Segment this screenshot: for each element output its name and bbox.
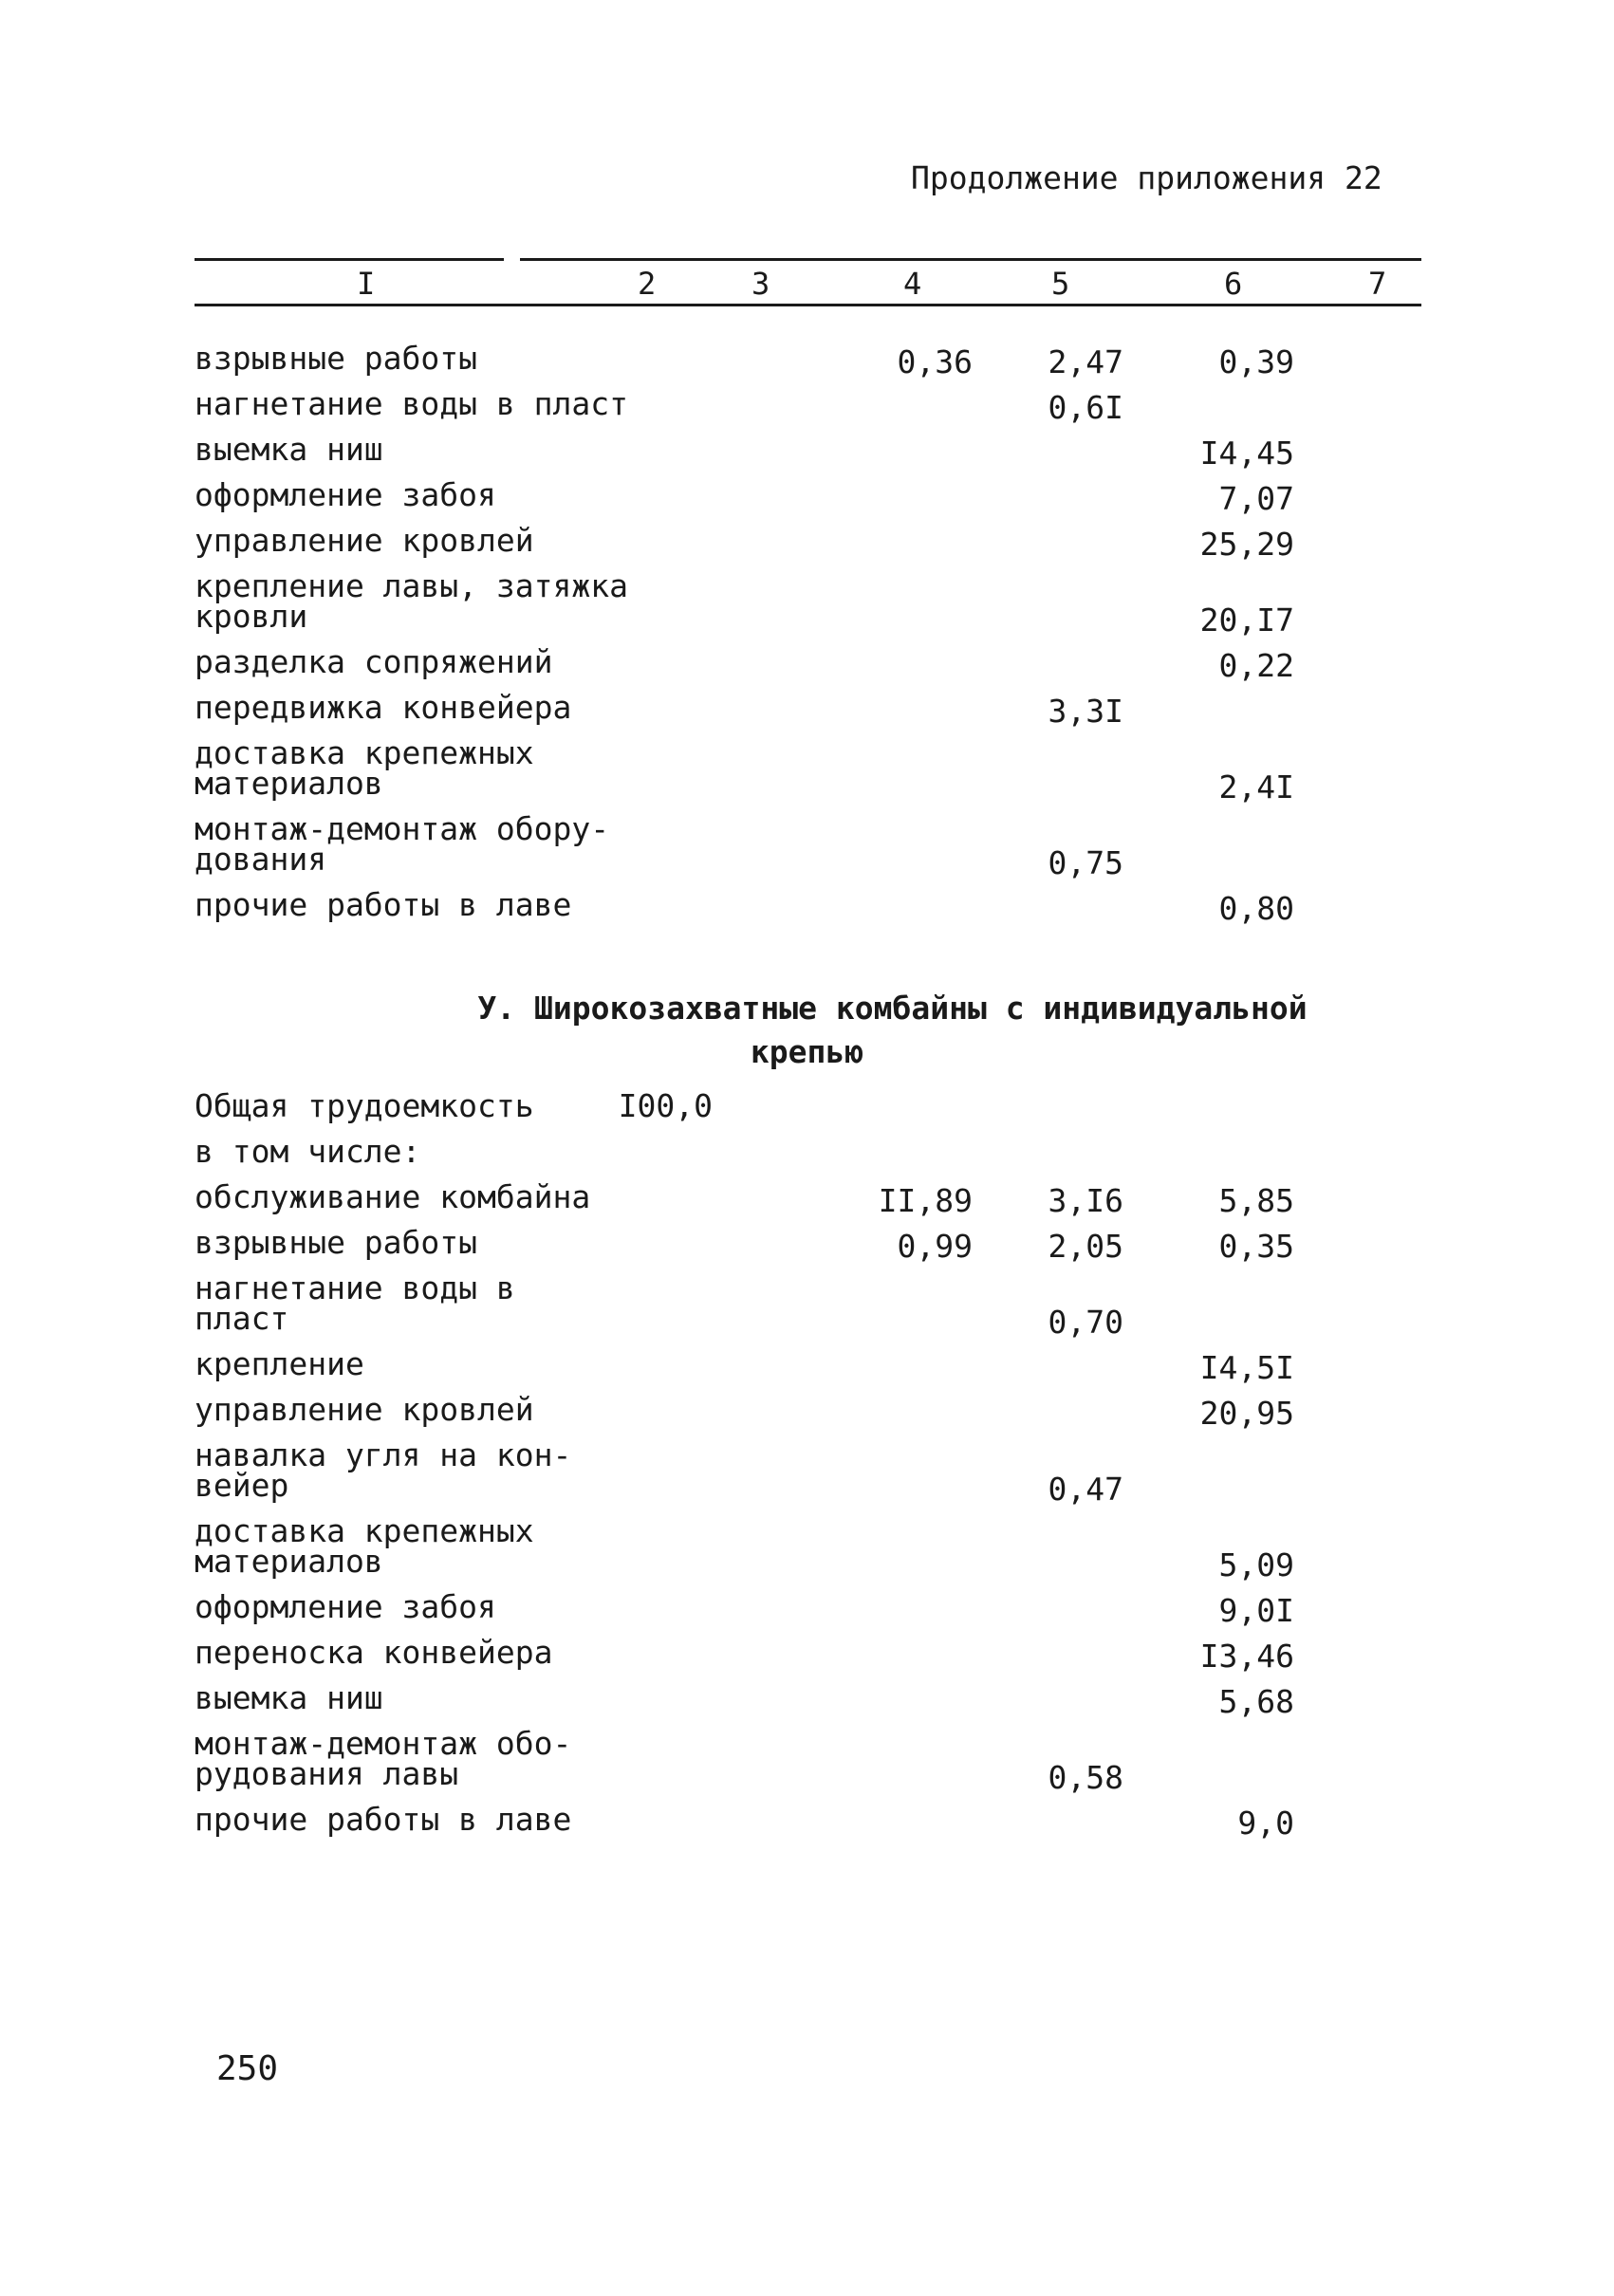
cell-col-5: 2,47: [1048, 343, 1123, 380]
cell-col-6: 7,07: [1218, 480, 1294, 517]
row-label-line: прочие работы в лаве: [195, 1801, 572, 1838]
column-number-3: 3: [751, 266, 770, 302]
cell-col-6: I3,46: [1199, 1638, 1294, 1675]
row-label: [195, 1679, 383, 1716]
section-title-line2: крепью: [750, 1033, 864, 1070]
cell-col-4: II,89: [878, 1182, 973, 1219]
column-number-4: 4: [903, 266, 922, 302]
cell-col-6: 20,95: [1199, 1395, 1294, 1432]
row-label: [195, 1512, 534, 1580]
column-number-1: I: [357, 266, 376, 302]
column-number-2: 2: [638, 266, 657, 302]
cell-col-4: 0,36: [897, 343, 973, 380]
row-label-line: навалка угля на кон-: [195, 1436, 572, 1473]
row-label-line: оформление забоя: [195, 476, 496, 513]
column-number-6: 6: [1224, 266, 1243, 302]
row-label: [195, 810, 610, 878]
row-label: [195, 476, 496, 513]
cell-col-5: 0,75: [1048, 844, 1123, 881]
cell-col-6: 9,0I: [1218, 1592, 1294, 1629]
cell-col-6: 5,85: [1218, 1182, 1294, 1219]
row-label-line: пласт: [195, 1300, 289, 1337]
row-label-line: крепление: [195, 1345, 364, 1382]
cell-col-6: I4,45: [1199, 435, 1294, 472]
row-label-line: управление кровлей: [195, 1391, 534, 1428]
row-label-line: монтаж-демонтаж обо-: [195, 1725, 572, 1762]
section-title-line1: У. Широкозахватные комбайны с индивидуальной: [477, 990, 1308, 1027]
row-label: [195, 431, 383, 468]
cell-col-5: 3,I6: [1048, 1182, 1123, 1219]
cell-col-5: 0,70: [1048, 1304, 1123, 1341]
total-label: Общая трудоемкость: [195, 1087, 534, 1124]
header-top-rule: [195, 258, 504, 261]
cell-col-4: 0,99: [897, 1228, 973, 1265]
cell-col-5: 3,3I: [1048, 693, 1123, 730]
row-label: [195, 1224, 478, 1261]
cell-col-6: 0,80: [1218, 890, 1294, 927]
row-label: [195, 1436, 572, 1504]
row-label-line: материалов: [195, 1543, 383, 1580]
row-label-line: доставка крепежных: [195, 734, 534, 771]
subheading: в том числе:: [195, 1133, 421, 1170]
cell-col-6: 0,39: [1218, 343, 1294, 380]
cell-col-5: 0,58: [1048, 1759, 1123, 1796]
section-title: [0, 987, 1614, 1074]
cell-col-6: 5,68: [1218, 1683, 1294, 1720]
row-label: [195, 1269, 515, 1337]
cell-col-6: I4,5I: [1199, 1349, 1294, 1386]
row-label-line: прочие работы в лаве: [195, 886, 572, 923]
column-number-5: 5: [1051, 266, 1070, 302]
row-label-line: обслуживание комбайна: [195, 1178, 591, 1215]
row-label-line: управление кровлей: [195, 522, 534, 559]
row-label: [195, 643, 553, 680]
row-label: [195, 1391, 534, 1428]
header-bottom-rule: [195, 304, 1421, 306]
cell-col-5: 0,47: [1048, 1471, 1123, 1508]
row-label-line: кровли: [195, 598, 308, 635]
column-number-7: 7: [1368, 266, 1387, 302]
cell-col-6: 25,29: [1199, 526, 1294, 563]
row-label: [195, 340, 478, 377]
row-label-line: доставка крепежных: [195, 1512, 534, 1549]
row-label: [195, 385, 628, 422]
cell-col-6: 2,4I: [1218, 768, 1294, 805]
row-label-line: разделка сопряжений: [195, 643, 553, 680]
row-label-line: переноска конвейера: [195, 1634, 553, 1671]
row-label: [195, 1178, 591, 1215]
row-label-line: монтаж-демонтаж обору-: [195, 810, 610, 847]
cell-col-6: 9,0: [1237, 1805, 1294, 1842]
header-top-rule-right: [520, 258, 1421, 261]
total-value: I00,0: [618, 1087, 713, 1124]
row-label: [195, 734, 534, 802]
row-label-line: вейер: [195, 1467, 289, 1504]
cell-col-6: 5,09: [1218, 1546, 1294, 1583]
row-label: [195, 567, 628, 635]
row-label-line: оформление забоя: [195, 1588, 496, 1625]
row-label: [195, 522, 534, 559]
cell-col-5: 2,05: [1048, 1228, 1123, 1265]
continuation-header: Продолжение приложения 22: [911, 159, 1382, 196]
row-label: [195, 1801, 572, 1838]
row-label-line: крепление лавы, затяжка: [195, 567, 628, 604]
row-label-line: нагнетание воды в: [195, 1269, 515, 1306]
cell-col-6: 0,35: [1218, 1228, 1294, 1265]
row-label-line: передвижка конвейера: [195, 689, 572, 726]
row-label: [195, 1345, 364, 1382]
row-label-line: выемка ниш: [195, 1679, 383, 1716]
row-label: [195, 1634, 553, 1671]
row-label-line: материалов: [195, 765, 383, 802]
row-label-line: взрывные работы: [195, 1224, 478, 1261]
row-label-line: выемка ниш: [195, 431, 383, 468]
row-label: [195, 1588, 496, 1625]
row-label: [195, 689, 572, 726]
row-label-line: взрывные работы: [195, 340, 478, 377]
row-label-line: нагнетание воды в пласт: [195, 385, 628, 422]
page-number: 250: [216, 2049, 279, 2088]
row-label: [195, 1725, 572, 1792]
cell-col-5: 0,6I: [1048, 389, 1123, 426]
cell-col-6: 20,I7: [1199, 602, 1294, 639]
row-label-line: дования: [195, 841, 327, 878]
row-label: [195, 886, 572, 923]
cell-col-6: 0,22: [1218, 647, 1294, 684]
row-label-line: рудования лавы: [195, 1755, 459, 1792]
